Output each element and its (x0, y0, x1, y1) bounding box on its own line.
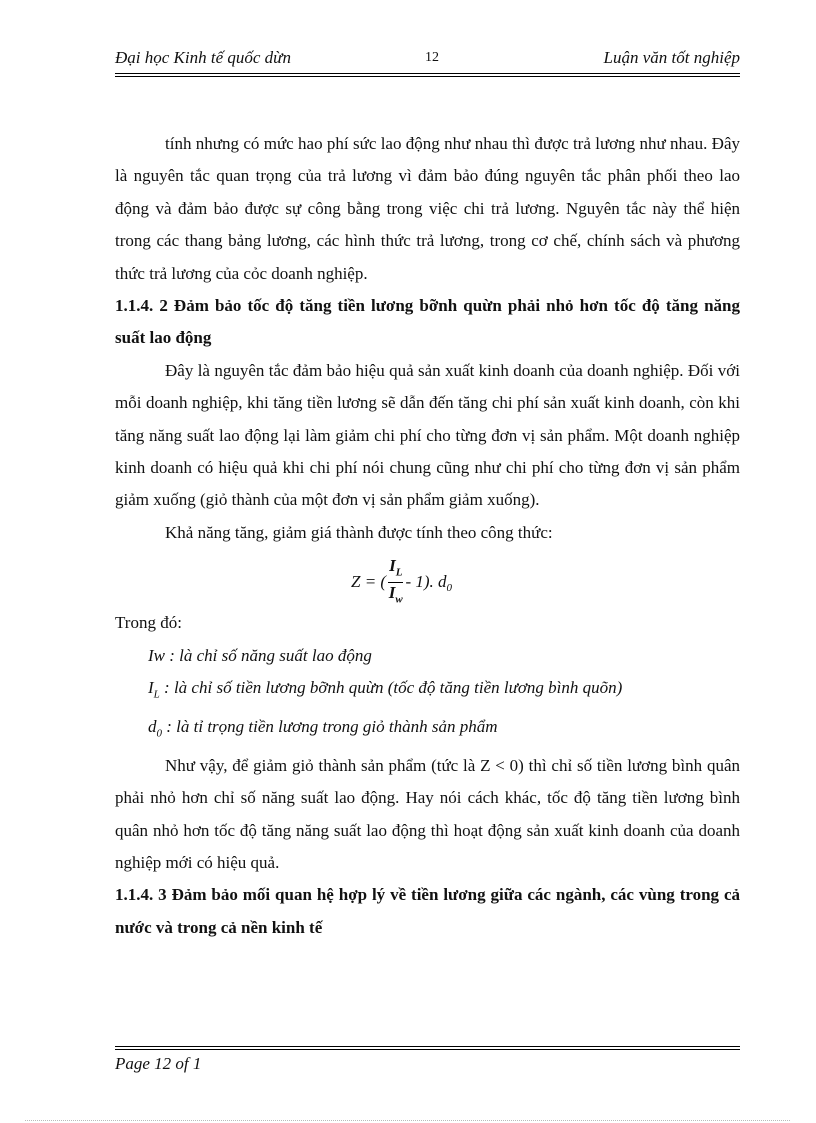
formula-fraction (388, 557, 403, 609)
paragraph-1: tính nhưng có mức hao phí sức lao động như nhau thì được trả lương như nhau. Đây là nguyên tắc quan trọng của trả lương vì đảm bảo đúng nguyên tắc phân phối theo lao động và đảm bảo được sự công bằng trong việc chi trả lương. Nguyên tắc này thể hiện trong các thang bảng lương, các hình thức trả lương, trong cơ chế, chính sách và phương thức trả lương của cỏc doanh nghiệp. (115, 134, 740, 283)
formula-rhs: - 1). d (405, 572, 447, 592)
page-footer: Page 12 of 1 (115, 1054, 202, 1073)
definition-il: $I_L$ : là chỉ số tiền lương bỡnh quừn (tốc độ tăng tiền lương bình quõn) (148, 678, 623, 701)
header-thesis-title: Luận văn tốt nghiệp (603, 48, 740, 67)
formula (115, 549, 740, 607)
page-edge-dotted-line (25, 1120, 790, 1121)
section-heading-1-1-4-3: 1.1.4. 3 Đảm bảo mối quan hệ hợp lý về tiền lương giữa các ngành, các vùng trong cả nước và trong cả nền kinh tế (115, 885, 740, 937)
trong-do-label: Trong đó: (115, 613, 182, 633)
formula-numerator: $I_L$ (388, 557, 403, 582)
definition-d0: $d_0$ : là tỉ trọng tiền lương trong giỏ thành sản phẩm (148, 716, 498, 740)
section-heading-1-1-4-2: 1.1.4. 2 Đảm bảo tốc độ tăng tiền lương bỡnh quừn phải nhỏ hơn tốc độ tăng năng suất lao động (115, 296, 740, 348)
header-page-number: 12 (425, 50, 439, 65)
formula-rhs-subscript: 0 (446, 582, 453, 595)
document-body (115, 128, 740, 944)
paragraph-2: Đây là nguyên tắc đảm bảo hiệu quả sản xuất kinh doanh của doanh nghiệp. Đối với mỗi doanh nghiệp, khi tăng tiền lương sẽ dẫn đến tăng chi phí sản xuất kinh doanh, còn khi tăng năng suất lao động lại làm giảm chi phí cho từng đơn vị sản phẩm. Một doanh nghiệp kinh doanh có hiệu quả khi chi phí nói chung cũng như chi phí cho từng đơn vị sản phẩm giảm xuống (giỏ thành của một đơn vị sản phẩm giảm xuống). (115, 360, 740, 510)
definition-iw: Iw : là chỉ số năng suất lao động (148, 645, 372, 665)
header-divider (115, 73, 740, 77)
header-university: Đại học Kinh tế quốc dừn (115, 48, 291, 67)
formula-lhs: Z = ( (351, 572, 387, 592)
formula-denominator: $I_w$ (388, 582, 403, 606)
page-header (115, 48, 740, 72)
paragraph-3: Khả năng tăng, giảm giá thành được tính theo công thức: (165, 522, 553, 542)
footer-divider (115, 1046, 740, 1050)
paragraph-4: Như vậy, để giảm giỏ thành sản phẩm (tức là Z < 0) thì chỉ số tiền lương bình quân phải nhỏ hơn chỉ số năng suất lao động. Hay nói cách khác, tốc độ tăng tiền lương bình quân nhỏ hơn tốc độ tăng năng suất lao động thì hoạt động sản xuất kinh doanh của doanh nghiệp mới có hiệu quả. (115, 755, 740, 872)
